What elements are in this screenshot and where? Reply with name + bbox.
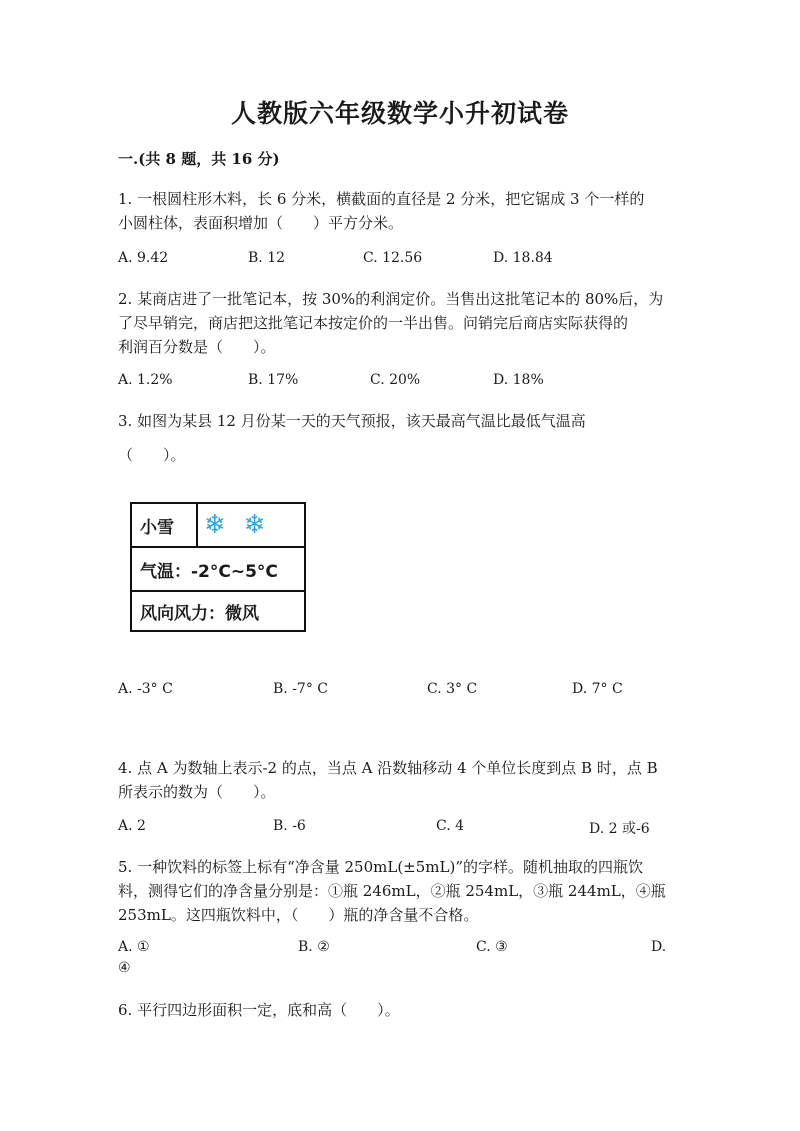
- q5-option-b: B. ②: [298, 939, 330, 955]
- weather-condition-row: [132, 504, 304, 548]
- section-heading: 一.(共 8 题，共 16 分): [118, 150, 280, 168]
- question-3-line-1: 3. 如图为某县 12 月份某一天的天气预报，该天最高气温比最低气温高: [118, 412, 586, 430]
- q4-option-c: C. 4: [436, 818, 465, 834]
- q3-option-b: B. -7° C: [273, 681, 328, 697]
- question-5: [118, 855, 678, 927]
- weather-divider: [196, 504, 198, 548]
- question-2-line-2: 了尽早销完，商店把这批笔记本按定价的一半出售。问销完后商店实际获得的: [118, 314, 629, 332]
- snowflake-icon: ❄: [243, 510, 266, 540]
- weather-forecast-figure: [130, 502, 306, 632]
- q1-option-b: B. 12: [248, 250, 286, 266]
- q4-option-d: D. 2 或-6: [589, 821, 650, 837]
- q2-option-a: A. 1.2%: [118, 372, 173, 388]
- q3-option-d: D. 7° C: [572, 681, 623, 697]
- q3-option-c: C. 3° C: [427, 681, 478, 697]
- q2-option-b: B. 17%: [248, 372, 299, 388]
- question-5-line-3: 253mL。这四瓶饮料中，（ ）瓶的净含量不合格。: [118, 906, 479, 924]
- question-1-line-2: 小圆柱体，表面积增加（ ）平方分米。: [118, 214, 404, 232]
- question-1: [118, 187, 678, 235]
- weather-condition: 小雪: [140, 517, 174, 538]
- page-title: 人教版六年级数学小升初试卷: [230, 99, 569, 128]
- weather-temperature: 气温：-2°C~5°C: [140, 561, 278, 582]
- weather-wind: 风向风力：微风: [140, 603, 259, 624]
- question-4: [118, 756, 678, 804]
- question-3: [118, 409, 678, 467]
- q4-option-b: B. -6: [273, 818, 306, 834]
- question-3-line-2: （ ）。: [118, 446, 186, 464]
- question-5-line-2: 料，测得它们的净含量分别是：①瓶 246mL，②瓶 254mL，③瓶 244mL，④瓶: [118, 882, 666, 900]
- q1-option-d: D. 18.84: [493, 250, 553, 266]
- question-5-line-1: 5. 一种饮料的标签上标有“净含量 250mL(±5mL)”的字样。随机抽取的四瓶饮: [118, 858, 644, 876]
- question-2-line-3: 利润百分数是（ ）。: [118, 338, 276, 356]
- q1-option-c: C. 12.56: [363, 250, 423, 266]
- question-4-line-1: 4. 点 A 为数轴上表示-2 的点，当点 A 沿数轴移动 4 个单位长度到点 B 时，点 B: [118, 759, 658, 777]
- weather-temperature-row: [132, 548, 304, 592]
- q4-option-a: A. 2: [118, 818, 146, 834]
- q5-option-d: D.: [651, 939, 667, 955]
- snowflake-icon: ❄: [204, 510, 226, 540]
- q2-option-c: C. 20%: [370, 372, 421, 388]
- question-2: [118, 287, 678, 359]
- q3-option-a: A. -3° C: [118, 681, 173, 697]
- question-2-line-1: 2. 某商店进了一批笔记本，按 30%的利润定价。当售出这批笔记本的 80%后，为: [118, 290, 664, 308]
- weather-icons: [204, 504, 266, 546]
- q5-option-d-wrap: ④: [118, 960, 131, 976]
- weather-wind-row: [132, 592, 304, 630]
- q5-option-c: C. ③: [476, 939, 508, 955]
- question-1-line-1: 1. 一根圆柱形木料，长 6 分米，横截面的直径是 2 分米，把它锯成 3 个一样的: [118, 190, 645, 208]
- q5-option-a: A. ①: [118, 939, 150, 955]
- question-6-line-1: 6. 平行四边形面积一定，底和高（ ）。: [118, 1001, 400, 1019]
- question-6: [118, 998, 678, 1022]
- q1-option-a: A. 9.42: [118, 250, 169, 266]
- q2-option-d: D. 18%: [493, 372, 544, 388]
- question-4-line-2: 所表示的数为（ ）。: [118, 783, 276, 801]
